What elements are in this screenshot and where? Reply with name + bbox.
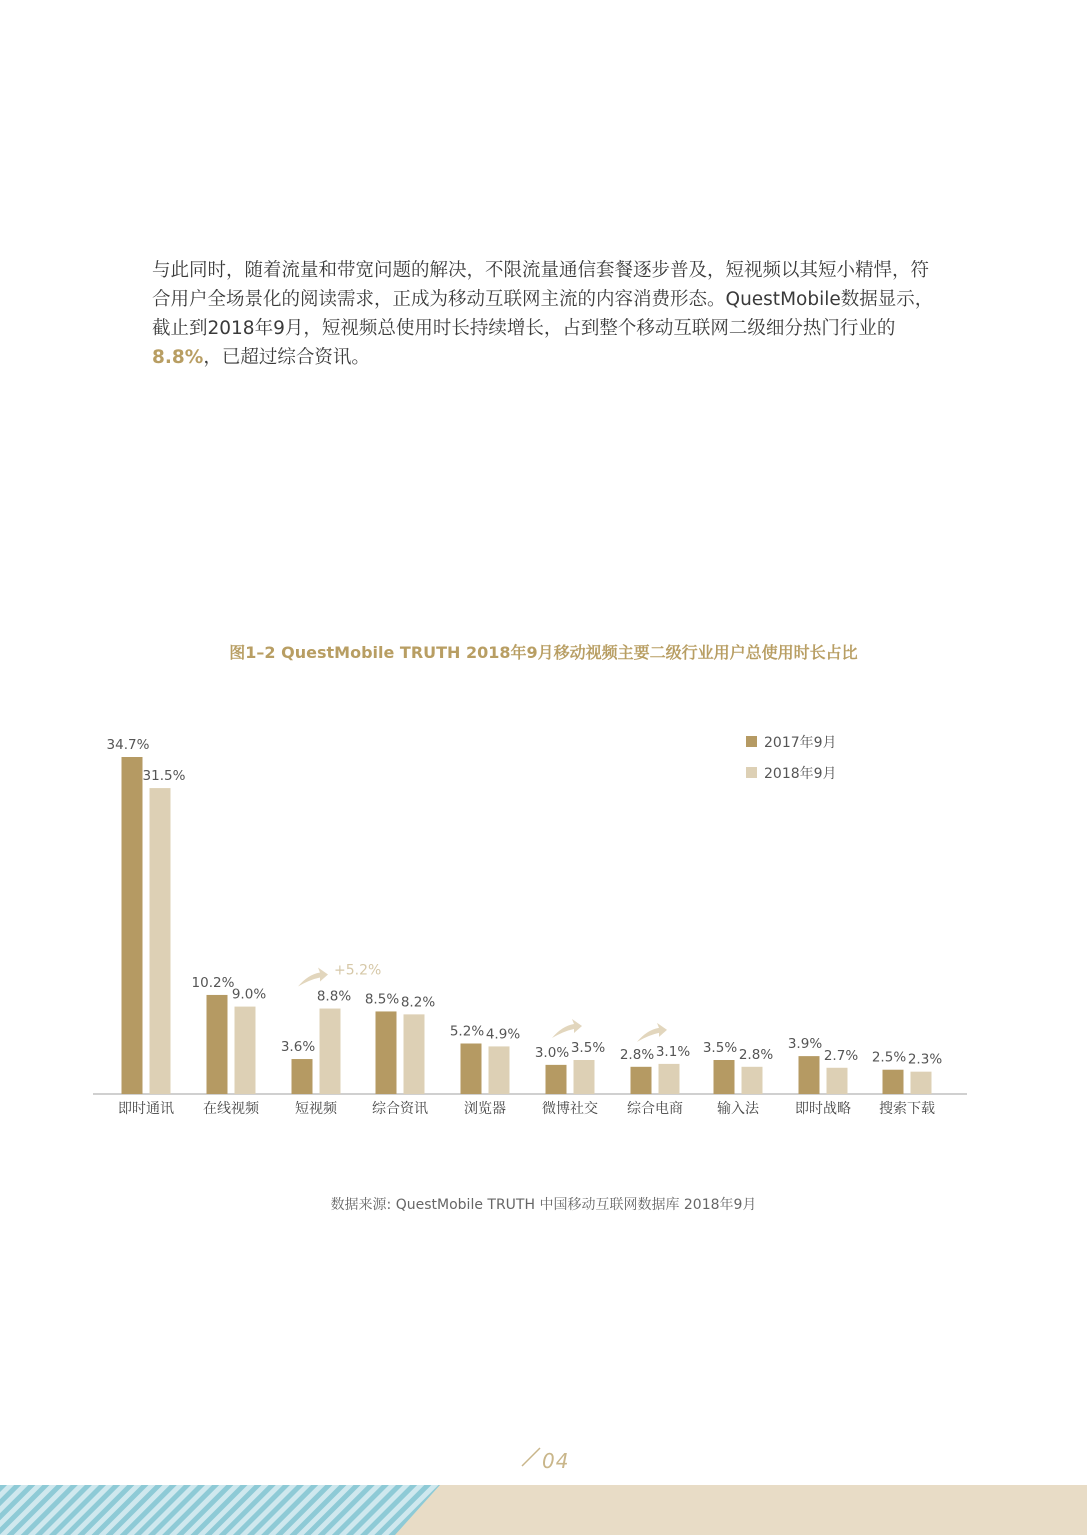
data-label: 8.2% [400, 994, 436, 1011]
category-label: 在线视频 [203, 1101, 259, 1117]
data-label: 2.7% [823, 1047, 859, 1064]
data-label: 2.3% [907, 1051, 943, 1068]
data-label: 3.6% [280, 1039, 316, 1056]
bar-2018 [235, 1007, 256, 1094]
data-label: 10.2% [191, 974, 235, 991]
data-label: 3.5% [570, 1040, 606, 1057]
bar-2017 [292, 1059, 313, 1094]
data-label: 3.5% [702, 1040, 738, 1057]
bar-2018 [489, 1046, 510, 1094]
bar-2017 [207, 995, 228, 1094]
legend-label: 2017年9月 [764, 735, 837, 751]
category-label: 输入法 [717, 1101, 759, 1117]
bar-2018 [911, 1072, 932, 1094]
category-label: 即时通讯 [118, 1101, 174, 1117]
data-label: 2.5% [871, 1049, 907, 1066]
bar-2017 [631, 1067, 652, 1094]
data-label: 31.5% [142, 768, 186, 785]
bar-2017 [799, 1056, 820, 1094]
data-label: 5.2% [449, 1023, 485, 1040]
data-label: 34.7% [106, 737, 150, 753]
slash-icon [520, 1446, 542, 1468]
bar-2018 [150, 788, 171, 1094]
bar-2017 [714, 1060, 735, 1094]
data-label: 8.5% [364, 991, 400, 1008]
highlight-value: 8.8% [152, 347, 204, 368]
data-label: 2.8% [738, 1046, 774, 1063]
bar-2017 [883, 1070, 904, 1094]
data-label: 2.8% [619, 1046, 655, 1063]
page-number [520, 1446, 569, 1473]
growth-arrow-icon [637, 1023, 667, 1042]
data-label: 3.1% [655, 1043, 691, 1060]
data-label: 8.8% [316, 988, 352, 1005]
data-label: 3.9% [787, 1036, 823, 1053]
footer-sand-band [395, 1485, 1087, 1535]
page-number-text: 04 [542, 1449, 570, 1473]
category-label: 微博社交 [542, 1101, 598, 1117]
figure-title: 图1–2 QuestMobile TRUTH 2018年9月移动视频主要二级行业用户总使用时长占比 [229, 643, 858, 662]
bar-2017 [461, 1043, 482, 1094]
legend-label: 2018年9月 [764, 766, 837, 782]
data-label: 9.0% [231, 986, 267, 1003]
data-label: 3.0% [534, 1044, 570, 1061]
category-label: 综合资讯 [372, 1101, 428, 1117]
legend-swatch [746, 736, 757, 747]
category-label: 综合电商 [627, 1101, 683, 1117]
bar-2018 [320, 1009, 341, 1094]
growth-annotation: +5.2% [334, 962, 382, 979]
bar-2018 [827, 1068, 848, 1094]
paragraph-text: 与此同时，随着流量和带宽问题的解决，不限流量通信套餐逐步普及，短视频以其短小精悍，符合用户全场景化的阅读需求，正成为移动互联网主流的内容消费形态。QuestMobile数据显示，截止到2018年9月，短视频总使用时长持续增长，占到整个移动互联网二级细分热门行业的 [152, 260, 934, 339]
category-label: 浏览器 [464, 1101, 506, 1117]
growth-arrow-icon [552, 1019, 582, 1038]
bar-2018 [574, 1060, 595, 1094]
legend-swatch [746, 767, 757, 778]
bar-2018 [742, 1067, 763, 1094]
bar-2018 [404, 1014, 425, 1094]
bar-2018 [659, 1064, 680, 1094]
data-source: 数据来源: QuestMobile TRUTH 中国移动互联网数据库 2018年9月 [330, 1197, 757, 1213]
data-label: 4.9% [485, 1026, 521, 1043]
intro-paragraph [152, 256, 942, 372]
bar-chart [0, 720, 1087, 1140]
category-label: 即时战略 [795, 1101, 851, 1117]
footer-band [0, 1485, 1087, 1535]
category-label: 短视频 [295, 1101, 337, 1117]
bar-2017 [122, 757, 143, 1094]
category-label: 搜索下载 [879, 1101, 935, 1117]
growth-arrow-icon [298, 968, 328, 987]
bar-2017 [376, 1011, 397, 1094]
paragraph-text-end: ，已超过综合资讯。 [203, 347, 370, 368]
bar-2017 [546, 1065, 567, 1094]
